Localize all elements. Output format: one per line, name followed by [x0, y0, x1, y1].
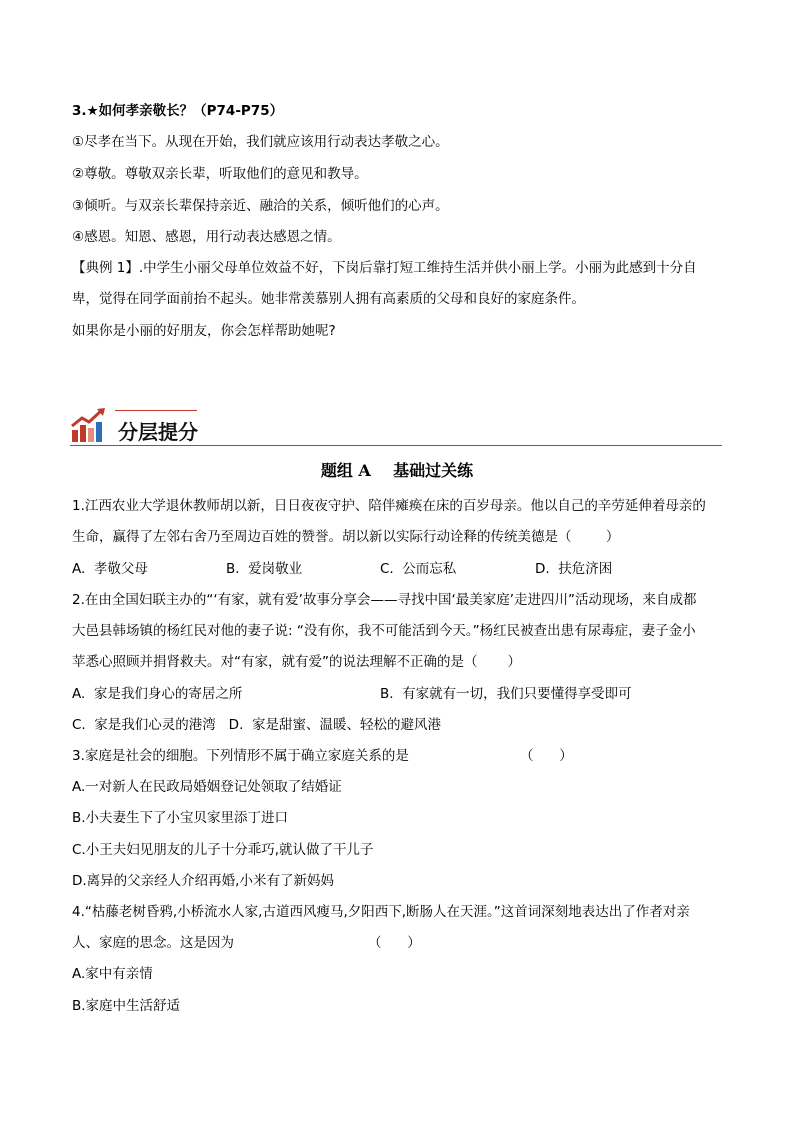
- question-2-option-a: A. 家是我们身心的寄居之所: [72, 686, 243, 702]
- question-4-text: 4.“枯藤老树昏鸦,小桥流水人家,古道西风瘦马,夕阳西下,断肠人在天涯。”这首词深刻地表达出了作者对亲: [72, 904, 690, 920]
- section-banner-title: 分层提分: [118, 420, 198, 444]
- question-4-option-b: B.家庭中生活舒适: [72, 998, 181, 1014]
- question-1-text: 1.江西农业大学退休教师胡以新，日日夜夜守护、陪伴瘫痪在床的百岁母亲。他以自己的辛劳延伸着母亲的: [72, 498, 706, 514]
- question-4-text: 人、家庭的思念。这是因为: [72, 935, 234, 951]
- example-text-line: 卑，觉得在同学面前抬不起头。她非常羡慕别人拥有高素质的父母和良好的家庭条件。: [72, 291, 585, 307]
- section-heading: [72, 101, 283, 121]
- question-3-text: 3.家庭是社会的细胞。下列情形不属于确立家庭关系的是: [72, 748, 409, 764]
- example-question: 如果你是小丽的好朋友，你会怎样帮助她呢?: [72, 323, 336, 339]
- question-3-option-d: D.离异的父亲经人介绍再婚,小米有了新妈妈: [72, 873, 334, 889]
- answer-bracket: （ ）: [368, 935, 421, 951]
- question-2-option-cd: C. 家是我们心灵的港湾 D. 家是甜蜜、温暖、轻松的避风港: [72, 717, 441, 733]
- question-2-text: 2.在由全国妇联主办的“‘有家，就有爱’故事分享会——寻找中国‘最美家庭’走进四川”活动现场，来自成都: [72, 592, 697, 608]
- question-2-text: 大邑县韩场镇的杨红民对他的妻子说: “没有你，我不可能活到今天。”杨红民被查出患有尿毒症，妻子金小: [72, 623, 696, 639]
- example-text-line: 【典例 1】.中学生小丽父母单位效益不好，下岗后靠打短工维持生活并供小丽上学。小丽为此感到十分自: [72, 260, 697, 276]
- bar-chart-growth-icon: [70, 408, 108, 444]
- question-1-option-a: A. 孝敬父母: [72, 561, 148, 577]
- question-3-option-b: B.小夫妻生下了小宝贝家里添丁进口: [72, 810, 289, 826]
- question-1-option-c: C. 公而忘私: [380, 561, 457, 577]
- star-icon: ★: [86, 103, 99, 119]
- group-title: 题组 A 基础过关练: [320, 461, 474, 480]
- list-item: ③倾听。与双亲长辈保持亲近、融洽的关系，倾听他们的心声。: [72, 198, 449, 214]
- list-item: ①尽孝在当下。从现在开始，我们就应该用行动表达孝敬之心。: [72, 134, 449, 150]
- question-1-option-d: D. 扶危济困: [535, 561, 613, 577]
- answer-bracket: （ ）: [520, 748, 573, 764]
- section-banner: [70, 406, 722, 446]
- question-4-option-a: A.家中有亲情: [72, 966, 153, 982]
- question-2-option-b: B. 有家就有一切，我们只要懂得享受即可: [380, 686, 632, 702]
- question-2-text: 苹悉心照顾并捐肾救夫。对“有家，就有爱”的说法理解不正确的是（ ）: [72, 654, 522, 670]
- section-divider: [70, 445, 722, 447]
- question-3-option-c: C.小王夫妇见朋友的儿子十分乖巧,就认做了干儿子: [72, 842, 374, 858]
- divider: [115, 410, 197, 411]
- section-heading-text: 如何孝亲敬长？（P74-P75）: [98, 103, 284, 119]
- question-1-option-b: B. 爱岗敬业: [226, 561, 303, 577]
- question-3-option-a: A.一对新人在民政局婚姻登记处领取了结婚证: [72, 779, 342, 795]
- question-1-text: 生命，赢得了左邻右舍乃至周边百姓的赞誉。胡以新以实际行动诠释的传统美德是（ ）: [72, 529, 620, 545]
- list-item: ②尊敬。尊敬双亲长辈，听取他们的意见和教导。: [72, 166, 368, 182]
- list-item: ④感恩。知恩、感恩，用行动表达感恩之情。: [72, 229, 341, 245]
- section-number: 3.: [72, 103, 87, 119]
